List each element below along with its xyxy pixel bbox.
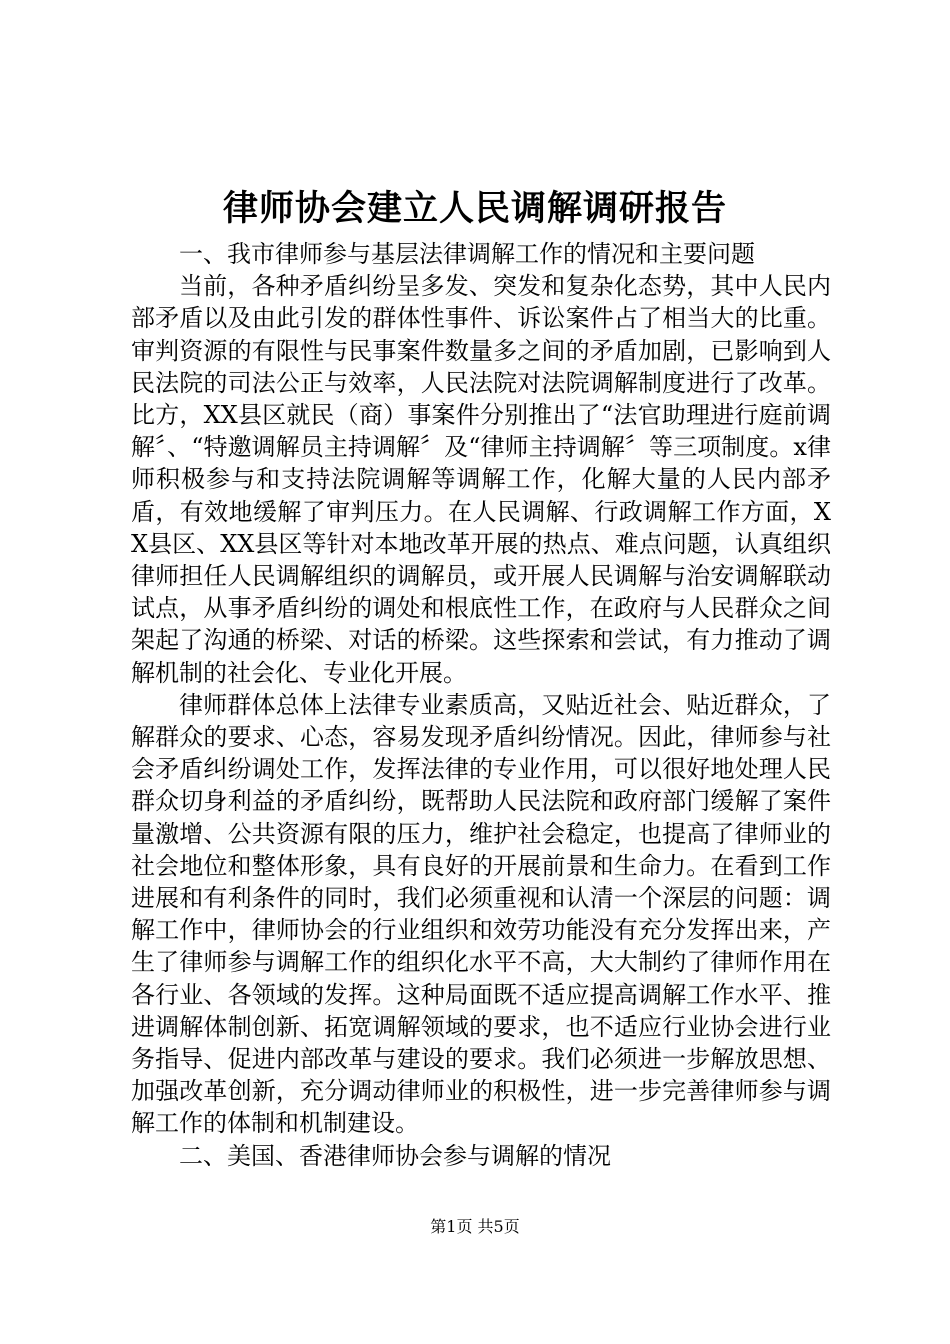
body-paragraph: 律师群体总体上法律专业素质高，又贴近社会、贴近群众，了解群众的要求、心态，容易发现矛盾纠纷情况。因此，律师参与社会矛盾纠纷调处工作，发挥法律的专业作用，可以很好地处理人民群众切身利益的矛盾纠纷，既帮助人民法院和政府部门缓解了案件量激增、公共资源有限的压力，维护社会稳定，也提高了律师业的社会地位和整体形象，具有良好的开展前景和生命力。在看到工作进展和有利条件的同时，我们必须重视和认清一个深层的问题：调解工作中，律师协会的行业组织和效劳功能没有充分发挥出来，产生了律师参与调解工作的组织化水平不高，大大制约了律师作用在各行业、各领域的发挥。这种局面既不适应提高调解工作水平、推进调解体制创新、拓宽调解领域的要求，也不适应行业协会进行业务指导、促进内部改革与建设的要求。我们必须进一步解放思想、加强改革创新，充分调动律师业的积极性，进一步完善律师参与调解工作的体制和机制建设。 bbox=[131, 690, 831, 1138]
page-footer: 第1页 共5页 bbox=[430, 1217, 520, 1236]
document-body bbox=[131, 238, 831, 1172]
section-heading-1: 一、我市律师参与基层法律调解工作的情况和主要问题 bbox=[179, 240, 755, 268]
document-title: 律师协会建立人民调解调研报告 bbox=[222, 188, 727, 229]
body-paragraph: 当前，各种矛盾纠纷呈多发、突发和复杂化态势，其中人民内部矛盾以及由此引发的群体性事件、诉讼案件占了相当大的比重。审判资源的有限性与民事案件数量多之间的矛盾加剧，已影响到人民法院的司法公正与效率，人民法院对法院调解制度进行了改革。比方，XX县区就民（商）事案件分别推出了“法官助理进行庭前调解〞、“特邀调解员主持调解〞及“律师主持调解〞等三项制度。x律师积极参与和支持法院调解等调解工作，化解大量的人民内部矛盾，有效地缓解了审判压力。在人民调解、行政调解工作方面，XX县区、XX县区等针对本地改革开展的热点、难点问题，认真组织律师担任人民调解组织的调解员，或开展人民调解与治安调解联动试点，从事矛盾纠纷的调处和根底性工作，在政府与人民群众之间架起了沟通的桥梁、对话的桥梁。这些探索和尝试，有力推动了调解机制的社会化、专业化开展。 bbox=[131, 272, 831, 687]
section-heading-2: 二、美国、香港律师协会参与调解的情况 bbox=[179, 1141, 611, 1170]
